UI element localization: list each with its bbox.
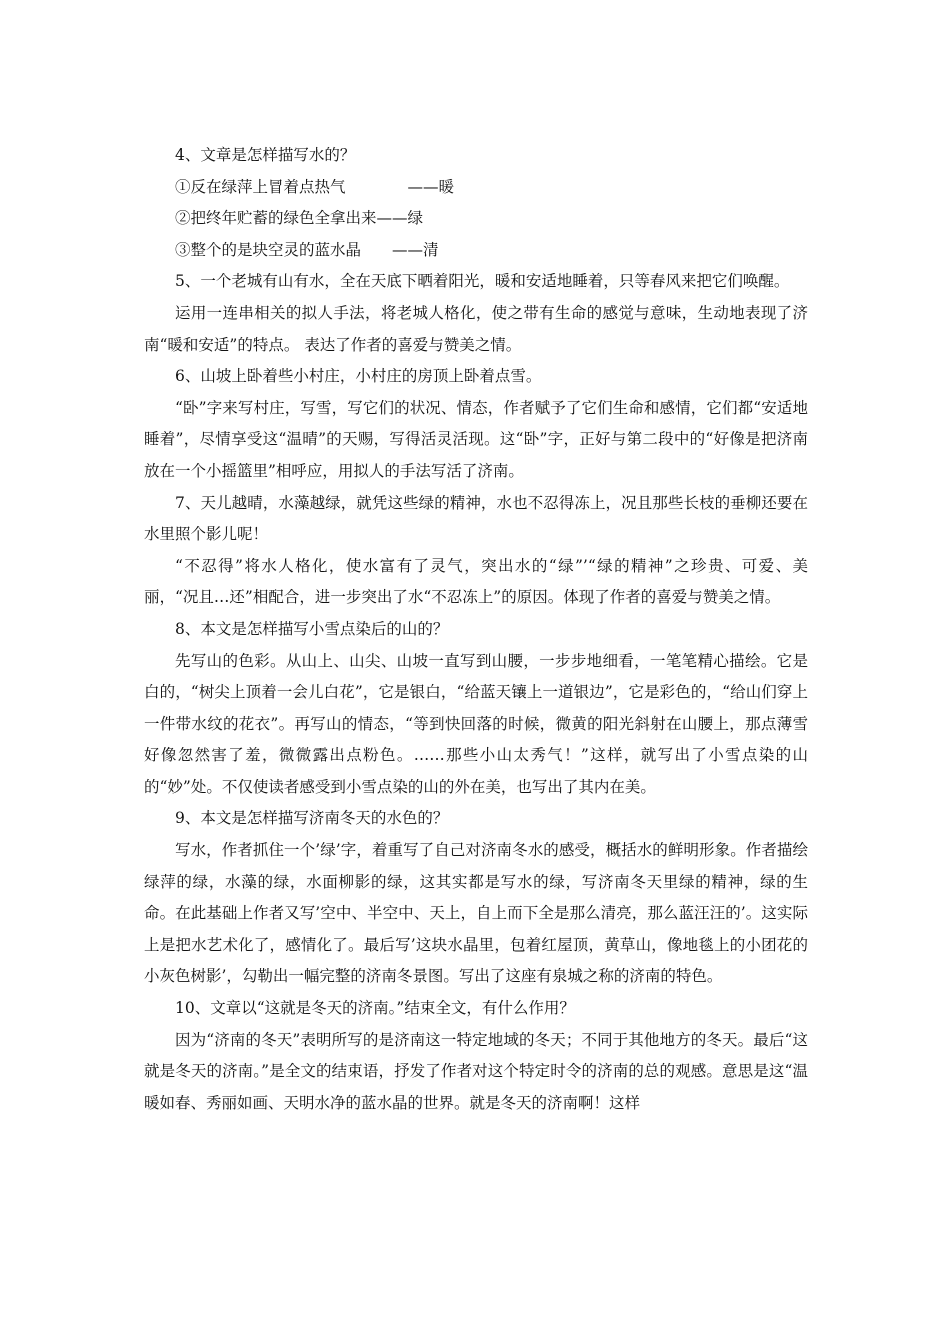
question-9: 9、本文是怎样描写济南冬天的水色的？: [175, 809, 449, 828]
answer-4-item-3: ③整个的是块空灵的蓝水晶 ——清: [175, 240, 439, 259]
answer-6: “卧”字来写村庄，写雪，写它们的状况、情态，作者赋予了它们生命和感情，它们都“安适地睡着”，尽情享受这“温晴”的天赐，写得活灵活现。这“卧”字，正好与第二段中的“好像是把济南放在一个小摇篮里”相呼应，用拟人的手法写活了济南。: [144, 398, 808, 480]
question-4: 4、文章是怎样描写水的？: [175, 146, 356, 164]
answer-5: 运用一连串相关的拟人手法，将老城人格化，使之带有生命的感觉与意味，生动地表现了济南“暖和安适”的特点。 表达了作者的喜爱与赞美之情。: [144, 303, 808, 354]
question-8: 8、本文是怎样描写小雪点染后的山的？: [175, 619, 449, 638]
question-10: 10、文章以“这就是冬天的济南。”结束全文，有什么作用？: [175, 999, 575, 1018]
answer-10: 因为“济南的冬天”表明所写的是济南这一特定地域的冬天；不同于其他地方的冬天。最后“这就是冬天的济南。”是全文的结束语，抒发了作者对这个特定时令的济南的总的观感。意思是这“温暖如春、秀丽如画、天明水净的蓝水晶的世界。就是冬天的济南啊！这样: [144, 1030, 808, 1112]
question-6: 6、山坡上卧着些小村庄，小村庄的房顶上卧着点雪。: [175, 367, 542, 386]
answer-7: “不忍得”将水人格化，使水富有了灵气，突出水的“绿”’“绿的精神”之珍贵、可爱、美丽，“况且…还”相配合，进一步突出了水“不忍冻上”的原因。体现了作者的喜爱与赞美之情。: [144, 556, 808, 607]
answer-8: 先写山的色彩。从山上、山尖、山坡一直写到山腰，一步步地细看，一笔笔精心描绘。它是白的，“树尖上顶着一会儿白花”，它是银白，“给蓝天镶上一道银边”，它是彩色的，“给山们穿上一件带水纹的花衣”。再写山的情态，“等到快回落的时候，微黄的阳光斜射在山腰上，那点薄雪好像忽然害了羞，微微露出点粉色。……那些小山太秀气！”这样，就写出了小雪点染的山的“妙”处。不仅使读者感受到小雪点染的山的外在美，也写出了其内在美。: [144, 651, 808, 796]
answer-9: 写水，作者抓住一个’绿’字，着重写了自己对济南冬水的感受，概括水的鲜明形象。作者描绘绿萍的绿，水藻的绿，水面柳影的绿，这其实都是写水的绿，写济南冬天里绿的精神，绿的生命。在此基础上作者又写’空中、半空中、天上，自上而下全是那么清亮，那么蓝汪汪的’。这实际上是把水艺术化了，感情化了。最后写’这块水晶里，包着红屋顶，黄草山，像地毯上的小团花的小灰色树影’，勾勒出一幅完整的济南冬景图。写出了这座有泉城之称的济南的特色。: [144, 841, 808, 986]
question-5: 5、一个老城有山有水，全在天底下晒着阳光，暖和安适地睡着，只等春风来把它们唤醒。: [175, 272, 790, 291]
question-7: 7、天儿越晴，水藻越绿，就凭这些绿的精神，水也不忍得冻上，况且那些长枝的垂柳还要在水里照个影儿呢！: [144, 493, 808, 544]
document-page: [144, 140, 808, 1119]
answer-4-item-2: ②把终年贮蓄的绿色全拿出来——绿: [175, 209, 424, 228]
answer-4-item-1: ①反在绿萍上冒着点热气 ——暖: [175, 177, 455, 196]
